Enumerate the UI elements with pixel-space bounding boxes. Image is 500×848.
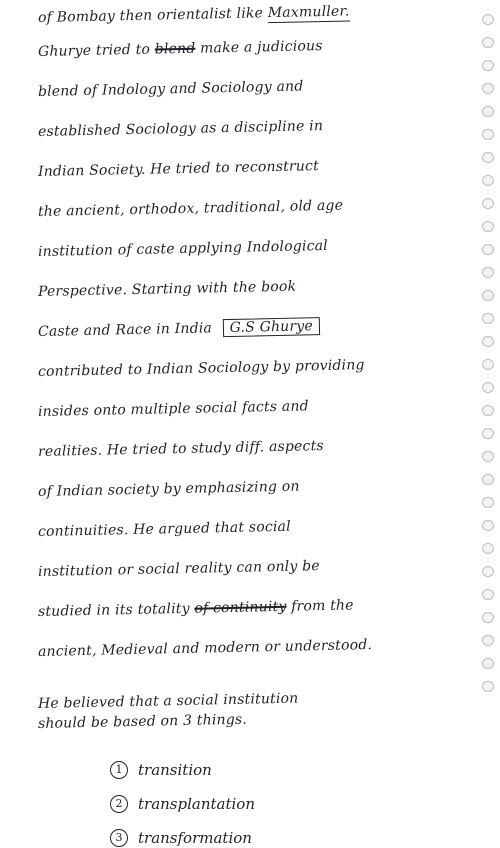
binding-ring: [482, 14, 494, 25]
binding-ring: [482, 589, 494, 600]
list-item: [110, 760, 478, 780]
binding-ring: [482, 37, 494, 48]
list-item: [110, 828, 478, 848]
binding-ring: [482, 60, 494, 71]
binding-ring: [482, 474, 494, 485]
binding-ring: [482, 658, 494, 669]
binding-ring: [482, 267, 494, 278]
note-line: contributed to Indian Sociology by providing: [37, 357, 365, 380]
binding-ring: [482, 221, 494, 232]
binding-ring: [482, 612, 494, 623]
binding-ring: [482, 290, 494, 301]
binding-ring: [482, 152, 494, 163]
binding-ring: [482, 497, 494, 508]
note-line: Caste and Race in India G.S Ghurye: [38, 313, 478, 342]
binding-ring: [482, 106, 494, 117]
list-item-text: transformation: [138, 829, 252, 847]
list-number: 3: [110, 829, 128, 847]
list-item: [110, 794, 478, 814]
note-line: realities. He tried to study diff. aspects: [37, 438, 324, 460]
list-number: 2: [110, 795, 128, 813]
binding-ring: [482, 382, 494, 393]
note-line: ancient, Medieval and modern or understood.: [37, 637, 373, 660]
binding-ring: [482, 336, 494, 347]
binding-ring: [482, 543, 494, 554]
binding-ring: [482, 83, 494, 94]
binding-ring: [482, 428, 494, 439]
note-line: studied in its totality of continuity from the: [37, 597, 354, 620]
binding-ring: [482, 681, 494, 692]
binding-ring: [482, 244, 494, 255]
note-line: continuities. He argued that social: [37, 518, 291, 540]
binding-ring: [482, 405, 494, 416]
binding-ring: [482, 359, 494, 370]
note-line: of Bombay then orientalist like Maxmuller.: [37, 3, 350, 26]
list-number: 1: [110, 761, 128, 779]
note-line: Ghurye tried to blend make a judicious: [37, 38, 323, 60]
binding-ring: [482, 520, 494, 531]
struck-word: blend: [154, 40, 196, 58]
note-line: institution or social reality can only be: [37, 558, 320, 580]
boxed-author-name: G.S Ghurye: [222, 317, 320, 337]
binding-ring: [482, 313, 494, 324]
binding-ring: [482, 566, 494, 577]
note-line: should be based on 3 things.: [37, 711, 248, 732]
underlined-word: Maxmuller.: [267, 3, 350, 22]
list-item-text: transition: [138, 761, 212, 779]
note-line: institution of caste applying Indological: [37, 237, 329, 260]
note-line: of Indian society by emphasizing on: [37, 478, 300, 500]
note-line: Perspective. Starting with the book: [37, 278, 297, 300]
binding-ring: [482, 198, 494, 209]
note-line: the ancient, orthodox, traditional, old age: [37, 197, 344, 220]
binding-ring: [482, 129, 494, 140]
note-line: blend of Indology and Sociology and: [37, 78, 304, 100]
note-line: established Sociology as a discipline in: [37, 118, 324, 140]
spiral-binding: [480, 4, 494, 704]
handwritten-notes: [37, 3, 478, 848]
binding-ring: [482, 635, 494, 646]
list-item-text: transplantation: [138, 795, 255, 813]
note-line: Indian Society. He tried to reconstruct: [37, 158, 320, 180]
note-line: He believed that a social institution: [37, 690, 299, 712]
struck-phrase: of continuity: [194, 598, 287, 617]
binding-ring: [482, 175, 494, 186]
note-line: insides onto multiple social facts and: [37, 398, 309, 420]
binding-ring: [482, 451, 494, 462]
